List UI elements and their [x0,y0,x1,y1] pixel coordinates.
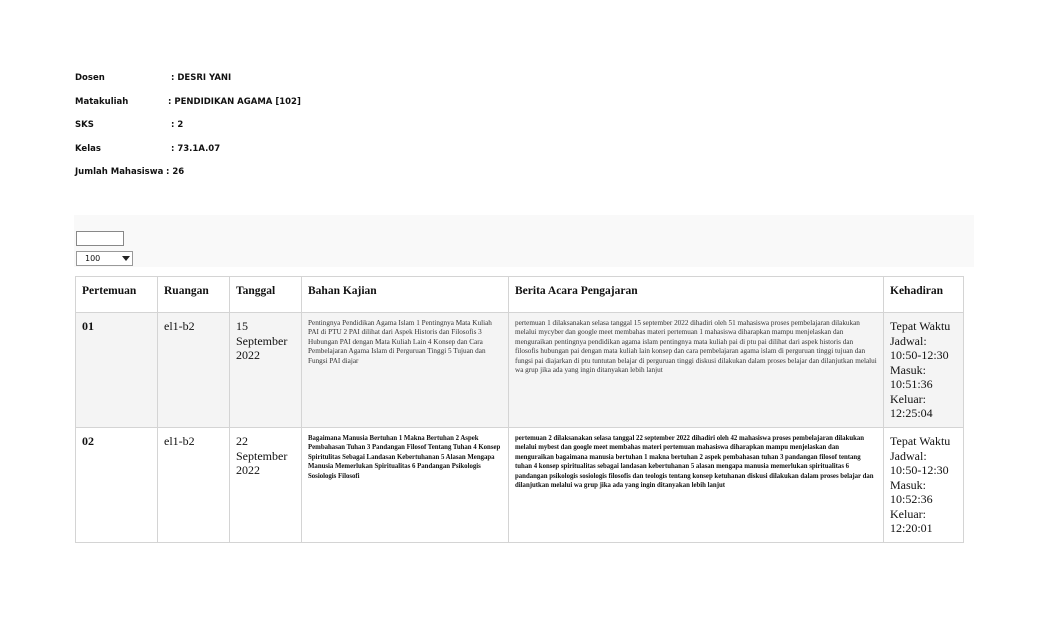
info-jumlah-value: : 26 [166,167,185,177]
info-dosen-label: Dosen [75,73,105,83]
kehadiran-masuk: 10:52:36 [890,492,933,506]
kehadiran-keluar: 12:20:01 [890,521,933,535]
cell-bahan-kajian: Pentingnya Pendidikan Agama Islam 1 Pentingnya Mata Kuliah PAI di PTU 2 PAI dilihat dari Aspek Historis dan Filosofis 3 Hubungan PAI dengan Mata Kuliah Lain 4 Konsep dan Cara Pembelajaran Agama Islam di Perguruan Tinggi 5 Tujuan dan Fungsi PAI diajar [302,313,509,428]
kehadiran-keluar-label: Keluar: [890,391,926,406]
attendance-table [75,276,964,543]
cell-pertemuan: 02 [76,428,158,543]
page-size-value: 100 [85,254,101,263]
header-berita-acara: Berita Acara Pengajaran [509,277,884,313]
info-dosen-value: : DESRI YANI [171,73,232,83]
kehadiran-keluar-label: Keluar: [890,506,926,521]
header-pertemuan: Pertemuan [76,277,158,313]
table-row [76,313,964,428]
cell-berita-acara: pertemuan 1 dilaksanakan selasa tanggal 15 september 2022 dihadiri oleh 51 mahasiswa proses pembelajaran dilakukan melalui mycyber dan google meet membahas materi pertemuan 1 mahasiswa diharapkan mampu menjelaskan dan menguraikan pentingnya pendidikan agama islam pentingnya mata kuliah pai di ptu pai dilihat dari aspek historis dan filosofis hubungan pai dengan mata kuliah lain konsep dan cara pembelajaran agama islam di perguruan tinggi tujuan dan fungsi pai diajarkan di ptu tuntutan belajar di perguruan tinggi diskusi dilakukan dalam proses belajar dan dilanjutkan melalui wa grup jika ada yang ingin ditanyakan lebih lanjut [509,313,884,428]
info-sks-label: SKS [75,120,94,130]
page-size-select[interactable] [76,251,133,266]
kehadiran-status: Tepat Waktu [890,319,951,333]
header-kehadiran: Kehadiran [884,277,964,313]
kehadiran-status: Tepat Waktu [890,434,951,448]
cell-ruangan: el1-b2 [158,313,230,428]
kehadiran-jadwal: 10:50-12:30 [890,463,949,477]
info-matakuliah-value: : PENDIDIKAN AGAMA [102] [168,96,301,107]
kehadiran-masuk: 10:51:36 [890,377,933,391]
info-kelas-value: : 73.1A.07 [171,143,221,154]
info-matakuliah-label: Matakuliah [75,96,129,107]
cell-tanggal: 22 September 2022 [230,428,302,543]
kehadiran-keluar: 12:25:04 [890,406,933,420]
kehadiran-jadwal-label: Jadwal: [890,333,927,348]
search-input[interactable] [76,231,124,246]
table-header-row [76,277,964,313]
kehadiran-jadwal-label: Jadwal: [890,448,927,463]
header-tanggal: Tanggal [230,277,302,313]
cell-kehadiran [884,313,964,428]
cell-pertemuan: 01 [76,313,158,428]
header-ruangan: Ruangan [158,277,230,313]
header-bahan-kajian: Bahan Kajian [302,277,509,313]
chevron-down-icon [122,256,130,261]
info-kelas-label: Kelas [75,143,101,154]
kehadiran-masuk-label: Masuk: [890,477,926,492]
info-jumlah-label: Jumlah Mahasiswa [75,167,164,177]
cell-bahan-kajian: Bagaimana Manusia Bertuhan 1 Makna Bertuhan 2 Aspek Pembahasan Tuhan 3 Pandangan Filosof Tentang Tuhan 4 Konsep Spiritulitas Sebagai Landasan Kebertuhanan 5 Alasan Mengapa Manusia Memerlukan Spiritualitas 6 Pandangan Psikologis Sosiologis Filosofi [302,428,509,543]
cell-berita-acara: pertemuan 2 dilaksanakan selasa tanggal 22 september 2022 dihadiri oleh 42 mahasiswa proses pembelajaran dilakukan melalui mybest dan google meet membahas materi pertemuan mahasiswa diharapkan mampu menjelaskan dan menguraikan bagaimana manusia bertuhan 1 makna bertuhan 2 aspek pembahasan tuhan 3 pandangan filosof tentang tuhan 4 konsep spiritualitas sebagai landasan kebertuhanan 5 alasan mengapa manusia memerlukan spiritualitas 6 pandangan psikologis sosiologis filosofis dan teologis tentang konsep ketuhanan diskusi dilakukan dalam proses belajar dan dilanjutkan melalui wa grup jika ada yang ingin ditanyakan lebih lanjut [509,428,884,543]
kehadiran-jadwal: 10:50-12:30 [890,348,949,362]
info-sks-value: : 2 [171,120,184,130]
cell-ruangan: el1-b2 [158,428,230,543]
cell-tanggal: 15 September 2022 [230,313,302,428]
kehadiran-masuk-label: Masuk: [890,362,926,377]
cell-kehadiran [884,428,964,543]
table-controls-panel [74,215,974,267]
table-row [76,428,964,543]
